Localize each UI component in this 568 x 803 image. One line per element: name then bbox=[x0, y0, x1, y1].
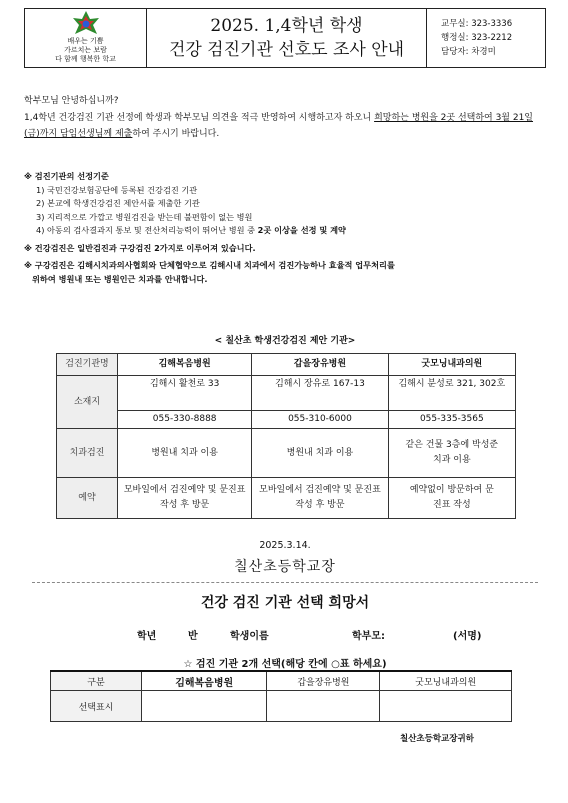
table-row bbox=[57, 478, 516, 519]
table-caption: < 칠산초 학생건강검진 제안 기관> bbox=[214, 336, 356, 346]
signature-label: (서명) bbox=[453, 631, 482, 642]
table-row bbox=[51, 671, 512, 691]
address-1: 김해시 활천로 33 bbox=[118, 376, 252, 411]
school-motto-line1: 배우는 기쁨 bbox=[67, 37, 104, 45]
school-motto-line2: 가르치는 보람 bbox=[64, 46, 107, 54]
hospital-name-1: 김해복음병원 bbox=[118, 354, 252, 376]
address-3: 김해시 분성로 321, 302호 bbox=[388, 376, 515, 411]
dental-2: 병원내 치과 이용 bbox=[252, 429, 388, 478]
institution-table bbox=[56, 353, 516, 519]
table-row bbox=[57, 411, 516, 429]
intro-text-c: 하여 주시기 바랍니다. bbox=[132, 129, 220, 139]
dental-label: 치과검진 bbox=[57, 429, 118, 478]
header-label-cell: 검진기관명 bbox=[57, 354, 118, 376]
document-title bbox=[147, 9, 427, 67]
mark-row-label: 선택표시 bbox=[51, 691, 142, 722]
table-row bbox=[57, 376, 516, 411]
title-line1: 2025. 1,4학년 학생 bbox=[210, 16, 363, 36]
select-hospital-1: 김해복음병원 bbox=[142, 671, 267, 691]
cut-line bbox=[32, 582, 538, 583]
contact-person: 담당자: 차경미 bbox=[441, 47, 496, 57]
booking-3: 예약없이 방문하여 문진표 작성 bbox=[388, 478, 515, 519]
note-dental-2: 위하여 병원내 또는 병원인근 치과를 안내합니다. bbox=[32, 273, 208, 284]
contact-office: 교무실: 323-3336 bbox=[441, 19, 513, 29]
criteria-item-3: 3) 지리적으로 가깝고 병원검진을 받는데 불편함이 없는 병원 bbox=[36, 211, 253, 222]
notice-date: 2025.3.14. bbox=[259, 540, 311, 551]
criteria-item-4-bold: 2곳 이상을 선정 및 계약 bbox=[257, 225, 346, 235]
phone-1: 055-330-8888 bbox=[118, 411, 252, 429]
booking-1: 모바일에서 검진예약 및 문진표작성 후 방문 bbox=[118, 478, 252, 519]
grade-label: 학년 bbox=[137, 631, 157, 642]
criteria-item-1: 1) 국민건강보험공단에 등록된 건강검진 기관 bbox=[36, 184, 198, 195]
category-header: 구분 bbox=[51, 671, 142, 691]
principal-name: 칠산초등학교장 bbox=[234, 559, 336, 575]
contact-info bbox=[427, 9, 545, 67]
phone-2: 055-310-6000 bbox=[252, 411, 388, 429]
hospital-name-2: 갑을장유병원 bbox=[252, 354, 388, 376]
selection-table bbox=[50, 670, 512, 722]
booking-label: 예약 bbox=[57, 478, 118, 519]
mark-cell-2[interactable] bbox=[267, 691, 380, 722]
school-motto-line3: 다 함께 행복한 학교 bbox=[55, 55, 116, 63]
mark-cell-1[interactable] bbox=[142, 691, 267, 722]
intro-text-a: 1,4학년 건강검진 기관 선정에 학생과 학부모님 의견을 적극 반영하여 시행하고자 하오니 bbox=[24, 113, 375, 123]
criteria-section bbox=[24, 170, 546, 286]
intro-paragraph bbox=[24, 110, 546, 142]
student-name-label: 학생이름 bbox=[230, 631, 269, 642]
table-row bbox=[57, 354, 516, 376]
address-2: 김해시 장유로 167-13 bbox=[252, 376, 388, 411]
dental-1: 병원내 치과 이용 bbox=[118, 429, 252, 478]
parent-label: 학부모: bbox=[352, 631, 385, 642]
mark-cell-3[interactable] bbox=[380, 691, 512, 722]
school-emblem-icon bbox=[69, 10, 103, 36]
note-checkup-types: ※ 건강검진은 일반검진과 구강검진 2가지로 이루어져 있습니다. bbox=[24, 242, 256, 253]
greeting: 학부모님 안녕하십니까? bbox=[24, 96, 119, 106]
select-hospital-2: 갑을장유병원 bbox=[267, 671, 380, 691]
form-footer: 칠산초등학교장귀하 bbox=[400, 734, 474, 744]
document-header bbox=[24, 8, 546, 68]
selection-instruction: ☆ 검진 기관 2개 선택(해당 칸에 ○표 하세요) bbox=[183, 659, 387, 670]
criteria-heading: ※ 검진기관의 선정기준 bbox=[24, 171, 109, 181]
criteria-item-4-text: 4) 아동의 검사결과지 통보 및 전산처리능력이 뛰어난 병원 중 bbox=[36, 225, 258, 235]
location-label: 소재지 bbox=[57, 376, 118, 429]
title-line2: 건강 검진기관 선호도 조사 안내 bbox=[168, 40, 405, 60]
select-hospital-3: 굿모닝내과의원 bbox=[380, 671, 512, 691]
form-title: 건강 검진 기관 선택 희망서 bbox=[200, 595, 370, 611]
school-logo bbox=[25, 9, 147, 67]
booking-2: 모바일에서 검진예약 및 문진표 작성 후 방문 bbox=[252, 478, 388, 519]
note-dental-1: ※ 구강검진은 김해시치과의사협회와 단체협약으로 김해시내 치과에서 검진가능하나 효율적 업무처리를 bbox=[24, 260, 395, 270]
hospital-name-3: 굿모닝내과의원 bbox=[388, 354, 515, 376]
criteria-item-4 bbox=[24, 224, 546, 238]
contact-admin: 행정실: 323-2212 bbox=[441, 33, 513, 43]
class-label: 반 bbox=[188, 631, 198, 642]
criteria-item-2: 2) 본교에 학생건강검진 제안서를 제출한 기관 bbox=[36, 198, 200, 208]
intro-deadline: 희망하는 병원을 2곳 선택하여 3월 21일(금)까지 담임선생님께 제출 bbox=[24, 113, 534, 139]
table-row bbox=[57, 429, 516, 478]
phone-3: 055-335-3565 bbox=[388, 411, 515, 429]
table-row bbox=[51, 691, 512, 722]
dental-3: 같은 건물 3층에 박성준치과 이용 bbox=[388, 429, 515, 478]
